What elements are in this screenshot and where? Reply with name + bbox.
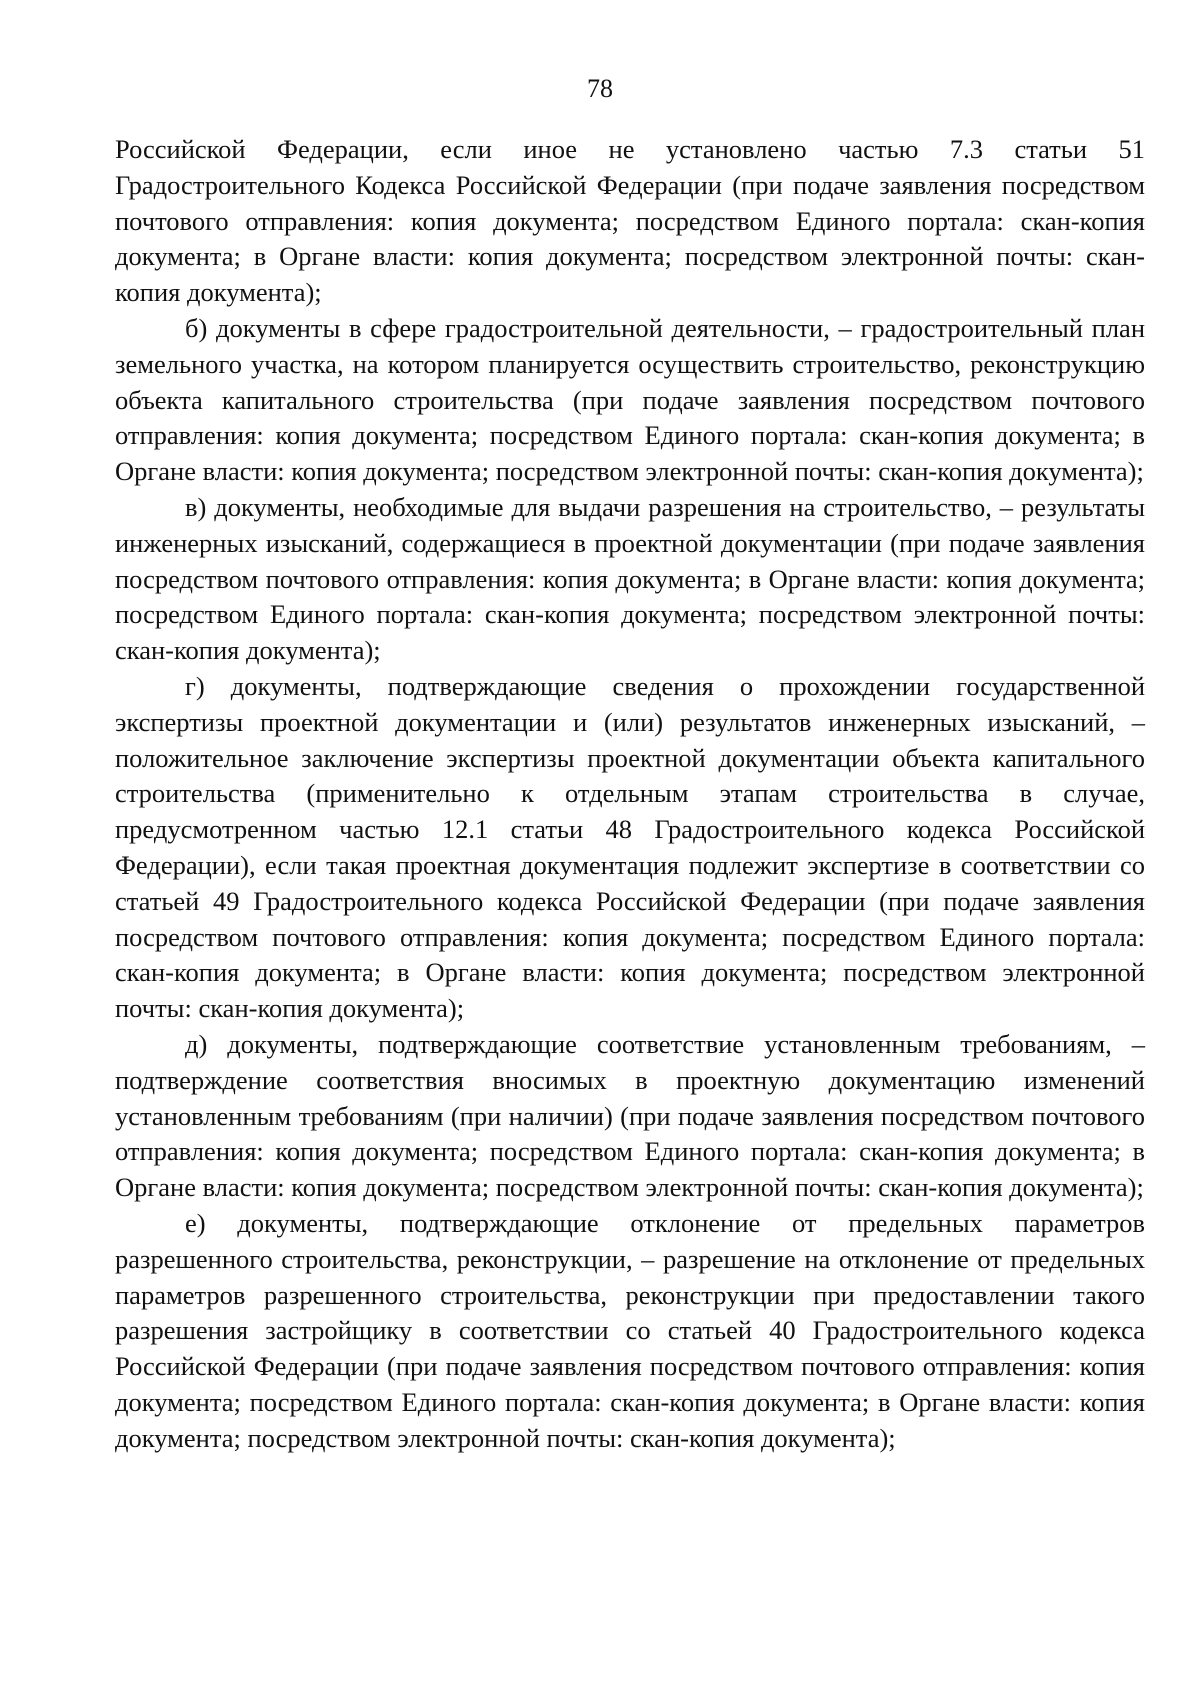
paragraph-continuation: Российской Федерации, если иное не установлено частью 7.3 статьи 51 Градостроительного Кодекса Российской Федерации (при подаче заявления посредством почтового отправления: копия документа; посредством Единого портала: скан-копия документа; в Органе власти: копия документа; посредством электронной почты: скан-копия документа);: [115, 134, 1145, 308]
page-number: 78: [587, 74, 613, 103]
paragraph-item-e: е) документы, подтверждающие отклонение от предельных параметров разрешенного строительства, реконструкции, – разрешение на отклонение от предельных параметров разрешенного строительства, реконструкции при предоставлении такого разрешения застройщику в соответствии со статьей 40 Градостроительного кодекса Российской Федерации (при подаче заявления посредством почтового отправления: копия документа; посредством Единого портала: скан-копия документа; в Органе власти: копия документа; посредством электронной почты: скан-копия документа);: [115, 1207, 1145, 1453]
paragraph-item-d: д) документы, подтверждающие соответствие установленным требованиям, – подтверждение соответствия вносимых в проектную документацию изменений установленным требованиям (при наличии) (при подаче заявления посредством почтового отправления: копия документа; посредством Единого портала: скан-копия документа; в Органе власти: копия документа; посредством электронной почты: скан-копия документа);: [115, 1028, 1145, 1203]
document-body: [115, 132, 1145, 1456]
paragraph-item-b: б) документы в сфере градостроительной деятельности, – градостроительный план земельного участка, на котором планируется осуществить строительство, реконструкцию объекта капитального строительства (при подаче заявления посредством почтового отправления: копия документа; посредством Единого портала: скан-копия документа; в Органе власти: копия документа; посредством электронной почты: скан-копия документа);: [115, 312, 1145, 487]
paragraph-item-g: г) документы, подтверждающие сведения о прохождении государственной экспертизы проектной документации и (или) результатов инженерных изысканий, – положительное заключение экспертизы проектной документации объекта капитального строительства (применительно к отдельным этапам строительства в случае, предусмотренном частью 12.1 статьи 48 Градостроительного кодекса Российской Федерации), если такая проектная документация подлежит экспертизе в соответствии со статьей 49 Градостроительного кодекса Российской Федерации (при подаче заявления посредством почтового отправления: копия документа; посредством Единого портала: скан-копия документа; в Органе власти: копия документа; посредством электронной почты: скан-копия документа);: [115, 670, 1145, 1024]
paragraph-item-v: в) документы, необходимые для выдачи разрешения на строительство, – результаты инженерных изысканий, содержащиеся в проектной документации (при подаче заявления посредством почтового отправления: копия документа; в Органе власти: копия документа; посредством Единого портала: скан-копия документа; посредством электронной почты: скан-копия документа);: [115, 491, 1145, 666]
